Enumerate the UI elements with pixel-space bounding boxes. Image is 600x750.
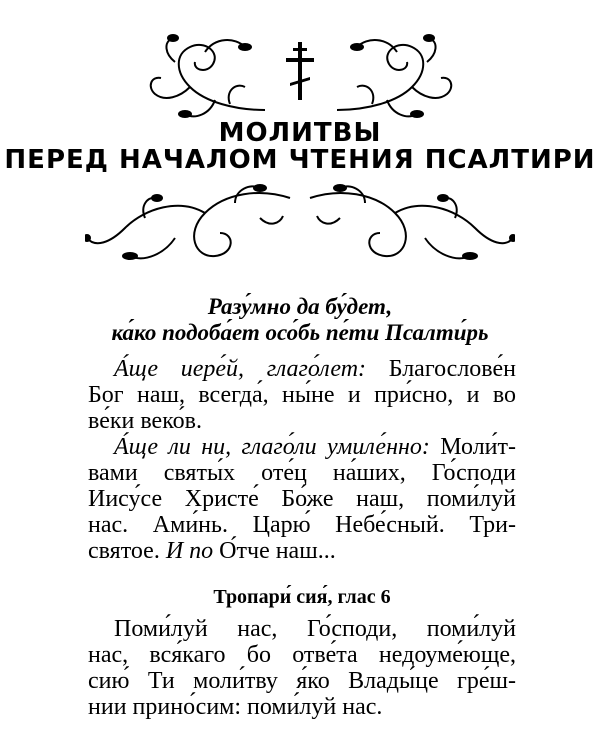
- body-text: Моли́т-: [429, 434, 516, 460]
- paragraph-line: нии прино́сим: поми́луй нас.: [88, 694, 383, 720]
- paragraph-line: нас. Ами́нь. Царю́ Небе́сный. Три-: [88, 512, 516, 538]
- paragraph-line: Поми́луй нас, Го́споди, поми́луй: [114, 616, 516, 642]
- orthodox-cross-icon: [282, 40, 318, 102]
- paragraph-line: Бог наш, всегда́, ны́не и при́сно, и во: [88, 382, 516, 408]
- floral-scroll-icon: [145, 32, 270, 127]
- paragraph-line: Иису́се Христе́ Бо́же наш, поми́луй: [88, 486, 516, 512]
- floral-scroll-icon: [305, 178, 515, 273]
- page-title: МОЛИТВЫ: [218, 118, 382, 148]
- rubric-text: И по: [165, 538, 214, 564]
- section-heading-line2: ка́ко подоба́ет осо́бь пе́ти Псалти́рь: [111, 320, 489, 345]
- paragraph-line: [114, 434, 516, 460]
- rubric-text: А́ще ли ни, глаго́ли умиле́нно:: [114, 434, 430, 460]
- body-text: О́тче наш...: [213, 538, 336, 564]
- page-subtitle: ПЕРЕД НАЧАЛОМ ЧТЕНИЯ ПСАЛТИРИ: [4, 145, 596, 175]
- paragraph-line: ве́ки веко́в.: [88, 408, 202, 434]
- paragraph-line: сию́ Ти моли́тву я́ко Влады́це гре́ш-: [88, 668, 516, 694]
- paragraph-line: вами святы́х оте́ц на́ших, Го́споди: [88, 460, 516, 486]
- body-text: Благослове́н: [366, 356, 516, 382]
- troparion-heading: Тропари́ сия́, глас 6: [213, 586, 391, 608]
- floral-scroll-icon: [85, 178, 295, 273]
- paragraph-line: нас, вся́каго бо отве́та недоуме́юще,: [88, 642, 516, 668]
- section-heading-line1: Разу́мно да бу́дет,: [207, 294, 393, 319]
- paragraph-line: [88, 538, 516, 564]
- rubric-text: А́ще иере́й, глаго́лет:: [114, 356, 367, 382]
- paragraph-line: [114, 356, 516, 382]
- body-text: святое.: [88, 538, 166, 564]
- floral-scroll-icon: [332, 32, 457, 127]
